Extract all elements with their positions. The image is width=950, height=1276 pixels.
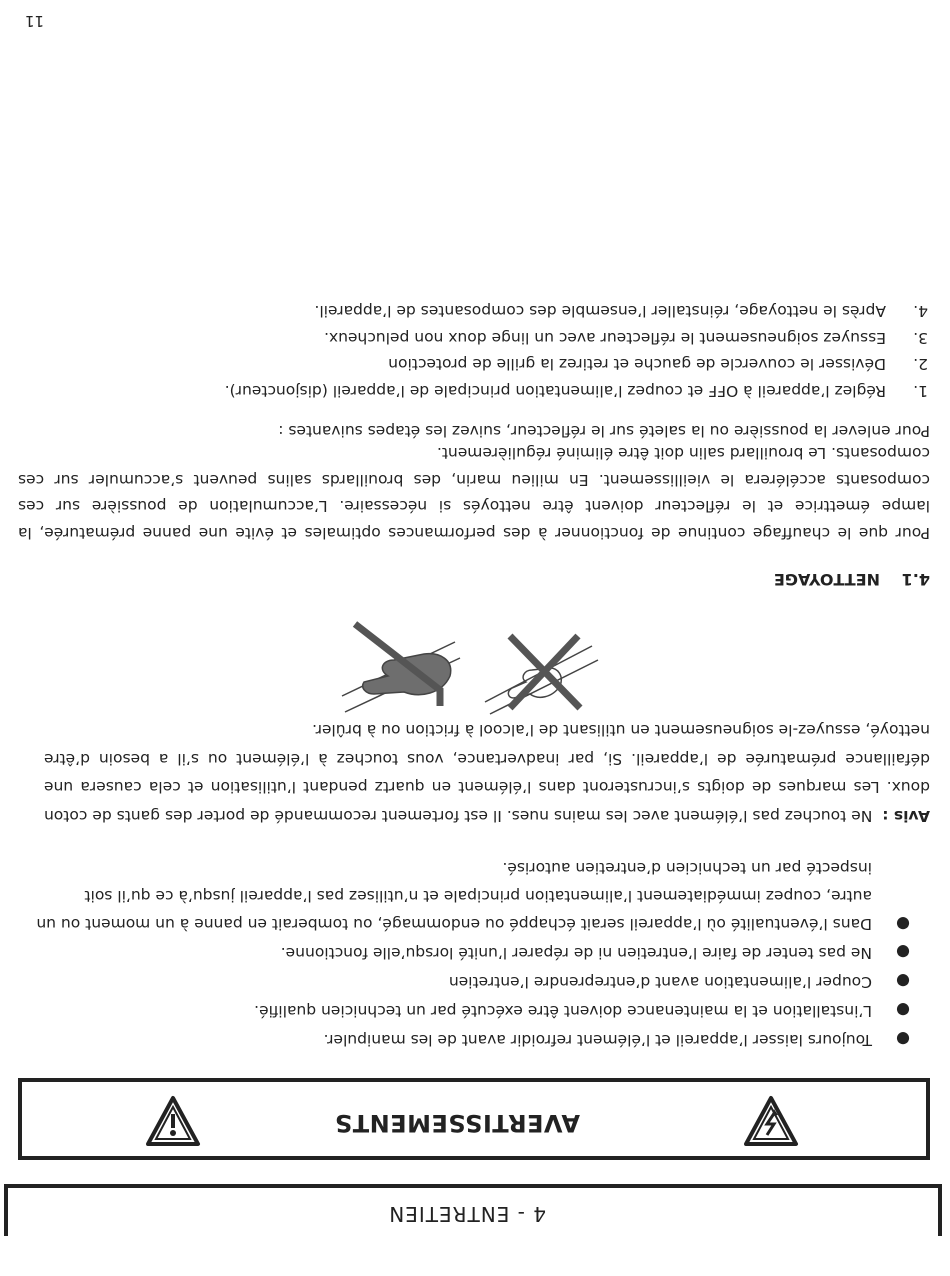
bullet-icon: ● <box>896 915 910 934</box>
steps-intro: Pour enlever la poussière ou la saleté sur le réflecteur, suivez les étapes suivantes : <box>278 422 930 440</box>
bullet-icon: ● <box>896 1001 910 1020</box>
notice-paragraph <box>44 716 930 830</box>
list-item: 1.Réglez l’appareil à OFF et coupez l’alimentation principale de l’appareil (disjoncteur). <box>224 382 928 400</box>
subsection-number: 4.1 <box>901 570 930 589</box>
electrical-hazard-icon <box>742 1094 800 1148</box>
warning-box <box>18 1078 930 1160</box>
section-header <box>4 1184 942 1236</box>
list-item: 3.Essuyez soigneusement le réflecteur avec un linge doux non pelucheux. <box>324 329 928 347</box>
notice-text: Ne touchez pas l’élément avec les mains nues. Il est fortement recommandé de porter des gants de coton doux. Les marques de doigts s’incrusteront dans l’élément en quartz pendant l’utilisation et cela causera une défaillance prématurée de l’appareil. Si, par inadvertance, vous touchez à l’élément ou s’il a besoin d’être nettoyé, essuyez-le soigneusement en utilisant de l’alcool à friction ou à brûler. <box>43 721 930 825</box>
handling-figures <box>340 606 600 716</box>
warning-title: AVERTISSEMENTS <box>334 1109 580 1137</box>
bullet-icon: ● <box>896 1030 910 1049</box>
list-item: ● Toujours laisser l’appareil et l’élément refroidir avant de les manipuler. <box>20 1025 920 1054</box>
no-gloved-hand-icon <box>342 624 460 712</box>
list-item: ● Couper l’alimentation avant d’entreprendre l’entretien <box>20 967 920 996</box>
subsection-title: NETTOYAGE <box>773 570 880 589</box>
bullet-icon: ● <box>896 972 910 991</box>
bullet-icon: ● <box>896 943 910 962</box>
warning-list <box>20 854 920 1054</box>
subsection-heading <box>774 570 930 589</box>
list-item: ● Ne pas tenter de faire l’entretien ni de réparer l’unité lorsqu’elle fonctionne. <box>20 938 920 967</box>
section-title: 4 - ENTRETIEN <box>388 1202 546 1226</box>
cleaning-steps <box>18 298 930 404</box>
list-item: 4.Après le nettoyage, réinstaller l’ensemble des composantes de l’appareil. <box>314 302 928 321</box>
notice-label: Avis : <box>882 807 930 825</box>
page-number: 11 <box>24 12 44 30</box>
list-item: ● L’installation et la maintenance doivent être exécuté par un technicien qualifié. <box>20 996 920 1025</box>
list-item: ● Dans l’éventualité où l’appareil serait échappé ou endommagé, ou tomberait en panne à un moment ou un autre, coupez immédiatement l’alimentation principale et n’utilisez pas l’appareil jusqu’à ce qu’il soit inspecté par un technicien d’entretien autorisé. <box>20 854 920 938</box>
no-bare-hand-icon <box>485 636 598 714</box>
exclamation-warning-icon <box>144 1094 202 1148</box>
list-item: 2.Dévisser le couvercle de gauche et retirez la grille de protection <box>388 355 928 374</box>
cleaning-paragraph: Pour que le chauffage continue de fonctionner à des performances optimales et évite une panne prématurée, la lampe émettrice et le réflecteur doivent être nettoyés si nécessaire. L’accumulation de poussière sur ces composants accélérera le vieillissement. En milieu marin, des brouillards salins peuvent s’accumuler sur ces composants. Le brouillard salin doit être éliminé régulièrement. <box>18 444 930 542</box>
